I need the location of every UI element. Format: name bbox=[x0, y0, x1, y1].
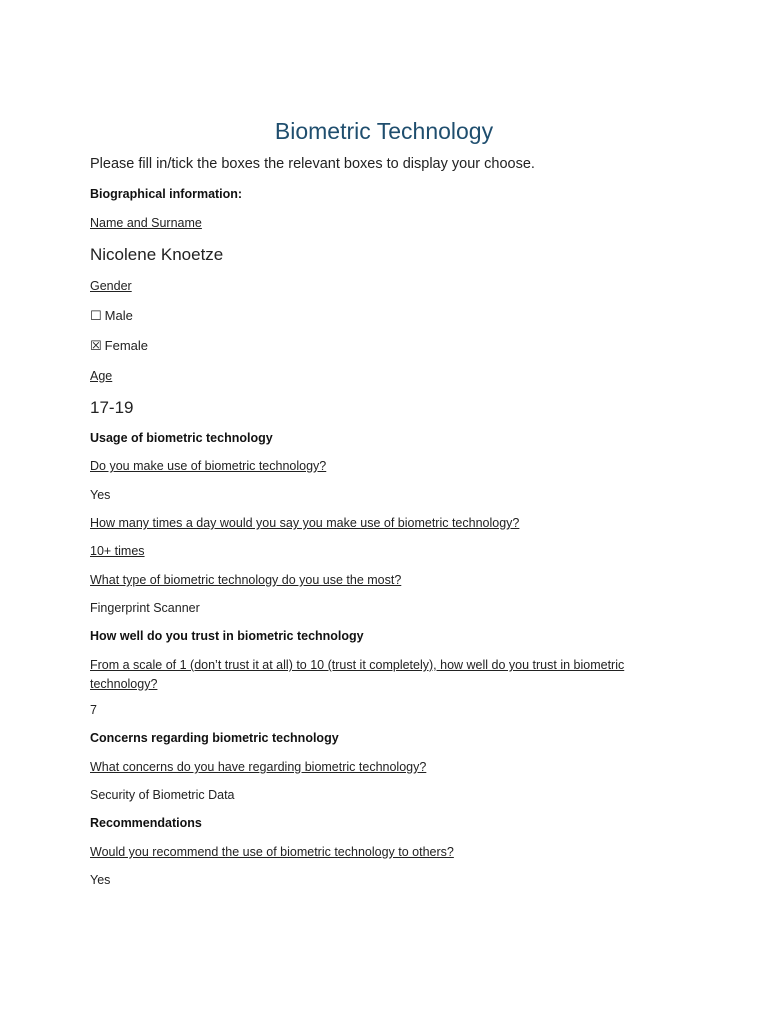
question-trust: From a scale of 1 (don’t trust it at all) to 10 (trust it completely), how well do you trust in biometric technology? bbox=[90, 658, 625, 691]
question-times: How many times a day would you say you make use of biometric technology? bbox=[90, 516, 520, 530]
checkbox-checked-icon[interactable]: ☒ bbox=[90, 339, 102, 354]
answer-times[interactable]: 10+ times bbox=[90, 544, 145, 558]
document-title: Biometric Technology bbox=[274, 118, 494, 144]
question-concerns: What concerns do you have regarding biometric technology? bbox=[90, 760, 427, 774]
answer-use[interactable]: Yes bbox=[90, 488, 111, 502]
gender-label: Gender bbox=[90, 279, 132, 293]
question-type: What type of biometric technology do you use the most? bbox=[90, 573, 402, 587]
recommendations-heading: Recommendations bbox=[90, 816, 202, 830]
question-recommend: Would you recommend the use of biometric technology to others? bbox=[90, 845, 454, 859]
gender-option-label: Female bbox=[104, 338, 149, 353]
answer-trust[interactable]: 7 bbox=[90, 703, 97, 717]
usage-heading: Usage of biometric technology bbox=[90, 431, 273, 445]
name-value[interactable]: Nicolene Knoetze bbox=[90, 245, 224, 264]
answer-concerns[interactable]: Security of Biometric Data bbox=[90, 788, 235, 802]
answer-recommend[interactable]: Yes bbox=[90, 873, 111, 887]
gender-option-male[interactable] bbox=[90, 308, 133, 324]
gender-option-female[interactable] bbox=[90, 338, 148, 354]
concerns-heading: Concerns regarding biometric technology bbox=[90, 731, 339, 745]
age-label: Age bbox=[90, 369, 113, 383]
answer-type[interactable]: Fingerprint Scanner bbox=[90, 601, 200, 615]
trust-heading: How well do you trust in biometric technology bbox=[90, 629, 364, 643]
gender-option-label: Male bbox=[104, 308, 133, 323]
instructions-text: Please fill in/tick the boxes the relevant boxes to display your choose. bbox=[90, 156, 535, 172]
age-value[interactable]: 17-19 bbox=[90, 398, 134, 417]
question-use: Do you make use of biometric technology? bbox=[90, 459, 327, 473]
bio-heading: Biographical information: bbox=[90, 187, 243, 201]
checkbox-unchecked-icon[interactable]: ☐ bbox=[90, 309, 102, 324]
name-label: Name and Surname bbox=[90, 216, 202, 230]
